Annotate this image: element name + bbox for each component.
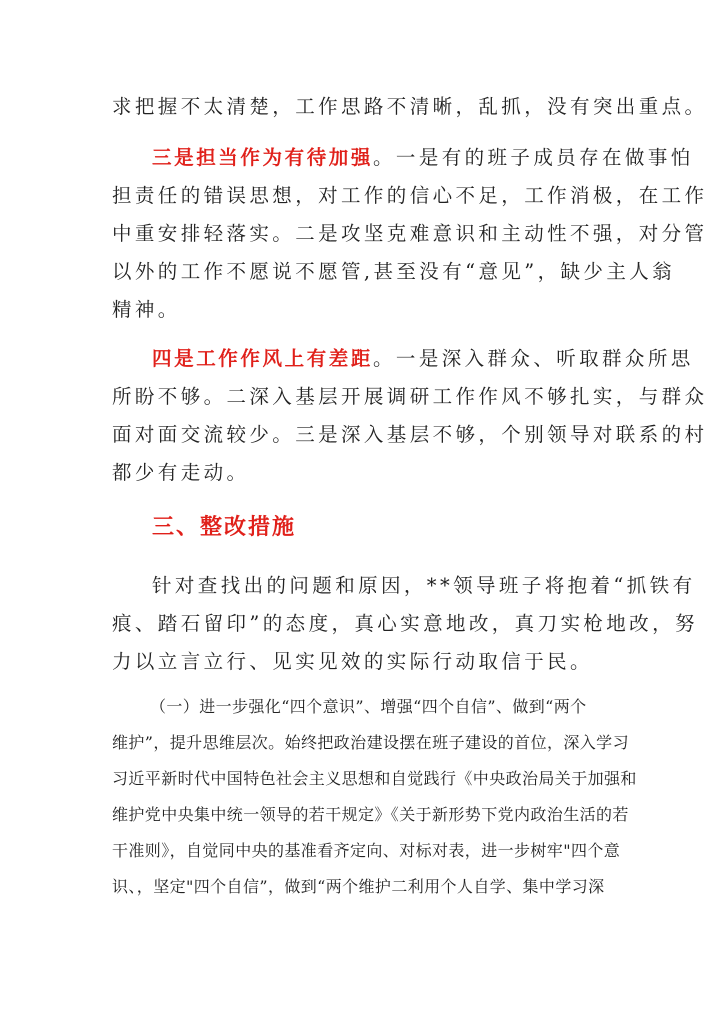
item-line: 识、，坚定"四个自信”，做到“两个维护二利用个人自学、集中学习深 bbox=[112, 877, 605, 896]
paragraph-line bbox=[152, 144, 694, 172]
highlighted-heading: 三是担当作为有待加强 bbox=[152, 146, 374, 169]
section-title: 三、整改措施 bbox=[152, 514, 297, 540]
item-line: 维护”，提升思维层次。始终把政治建设摆在班子建设的首位，深入学习 bbox=[112, 733, 629, 752]
paragraph-line: 面对面交流较少。三是深入基层不够，个别领导对联系的村 bbox=[112, 423, 708, 446]
item-line: 习近平新时代中国特色社会主义思想和自觉践行《中央政治局关于加强和 bbox=[112, 769, 637, 788]
paragraph-line: 求把握不太清楚，工作思路不清晰，乱抓，没有突出重点。 bbox=[112, 95, 708, 118]
paragraph-line: 以外的工作不愿说不愿管,甚至没有“意见”，缺少主人翁 bbox=[112, 260, 676, 283]
item-line: 维护党中央集中统一领导的若干规定》《关于新形势下党内政治生活的若 bbox=[112, 805, 629, 824]
paragraph-text: 。一是深入群众、听取群众所思 bbox=[373, 347, 694, 370]
paragraph-line bbox=[152, 345, 694, 373]
item-line: 干准则》，自觉同中央的基准看齐定向、对标对表，进一步树牢"四个意 bbox=[112, 841, 621, 860]
paragraph-line: 针对查找出的问题和原因，**领导班子将抱着“抓铁有 bbox=[152, 574, 696, 597]
paragraph-line: 精神。 bbox=[112, 298, 181, 321]
paragraph-line: 力以立言立行、见实见效的实际行动取信于民。 bbox=[112, 650, 593, 673]
paragraph-line: 所盼不够。二深入基层开展调研工作作风不够扎实，与群众 bbox=[112, 385, 708, 408]
paragraph-text: 。一是有的班子成员存在做事怕 bbox=[373, 146, 694, 169]
paragraph-line: 担责任的错误思想，对工作的信心不足，工作消极，在工作 bbox=[112, 184, 708, 207]
paragraph-line: 痕、踏石留印”的态度，真心实意地改，真刀实枪地改，努 bbox=[112, 612, 698, 635]
paragraph-line: 中重安排轻落实。二是攻坚克难意识和主动性不强，对分管 bbox=[112, 222, 708, 245]
item-line: （一）进一步强化“四个意识”、增强“四个自信”、做到“两个 bbox=[150, 697, 587, 716]
paragraph-line: 都少有走动。 bbox=[112, 461, 250, 484]
highlighted-heading: 四是工作作风上有差距 bbox=[152, 347, 374, 370]
